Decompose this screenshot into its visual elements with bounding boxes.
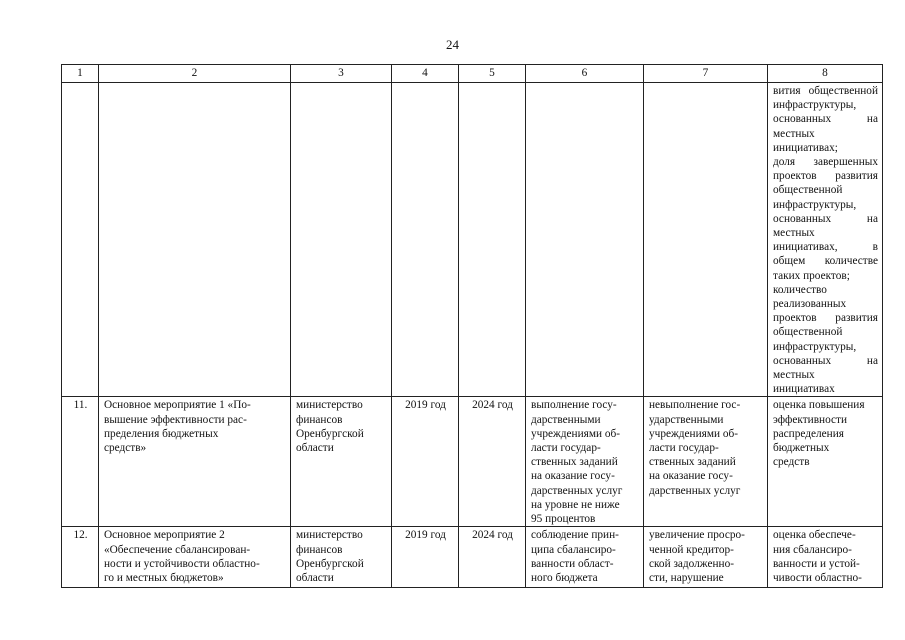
cont-indicator-para-3: количество реализованных проектов развития общественной инфраструктуры, основанных на местных инициативах [773,283,878,396]
cell-line: сти, нарушение [649,571,724,584]
cell-line: выполнение госу- [531,399,617,412]
cell-line: средств» [104,442,147,455]
header-col-1: 1 [62,65,99,83]
cell-line: ласти государ- [649,442,719,455]
cell-line: чивости областно- [773,571,862,584]
cell-line: оценка повышения [773,399,865,412]
cell-line: ской задолженно- [649,557,734,570]
cell-line: финансов [296,413,343,426]
header-col-5: 5 [459,65,526,83]
cell-line: учреждениями об- [649,427,739,440]
result-text [531,528,639,585]
executor-cell [291,397,392,527]
risk-text [649,528,763,585]
table-row-12 [62,527,883,588]
cell-line: области [296,442,334,455]
cell-line: ципа сбалансиро- [531,543,616,556]
executor-text [296,528,387,585]
risk-cell [644,527,768,588]
cell-line: ного бюджета [531,571,598,584]
program-measures-table [61,64,883,588]
cell-line: распределения [773,427,844,440]
measure-text [104,398,286,455]
cont-indicator-para-1: вития общественной инфраструктуры, основанных на местных инициативах; [773,85,878,154]
cell-line: бюджетных [773,442,830,455]
cell-line: на уровне не ниже [531,498,620,511]
end-year: 2024 год [459,527,526,588]
measure-text [104,528,286,585]
cont-indicator-para-2: доля завершенных проектов развития общественной инфраструктуры, основанных на местных инициативах, в общем количестве таких проектов; [773,156,878,282]
cell-line: финансов [296,543,343,556]
cell-line: дарственных услуг [649,484,741,497]
indicator-cell [768,397,883,527]
cell-line: ченной кредитор- [649,543,734,556]
cont-cell-7 [644,83,768,397]
cell-line: ственных заданий [531,456,618,469]
table-row-11 [62,397,883,527]
result-text [531,398,639,526]
cell-line: 95 процентов [531,513,596,526]
table-header-row [62,65,883,83]
header-col-6: 6 [526,65,644,83]
cell-line: невыполнение гос- [649,399,741,412]
header-col-7: 7 [644,65,768,83]
cell-line: средств [773,456,810,469]
cell-line: дарственных услуг [531,484,623,497]
cell-line: пределения бюджетных [104,427,219,440]
cell-line: ности и устойчивости областно- [104,557,260,570]
executor-text [296,398,387,455]
end-year: 2024 год [459,397,526,527]
cell-line: ния сбалансиро- [773,543,852,556]
risk-cell [644,397,768,527]
indicator-text [773,528,878,585]
header-col-3: 3 [291,65,392,83]
indicator-cell [768,527,883,588]
cell-line: области [296,571,334,584]
result-cell [526,527,644,588]
cell-line: на оказание госу- [531,470,615,483]
cell-line: на оказание госу- [649,470,733,483]
cell-line: ванности и устой- [773,557,860,570]
cell-line: увеличение просро- [649,529,745,542]
executor-cell [291,527,392,588]
cell-line: Оренбургской [296,557,364,570]
row-number: 12. [62,527,99,588]
cell-line: ственных заданий [649,456,736,469]
cell-line: Основное мероприятие 1 «По- [104,399,251,412]
cell-line: ванности област- [531,557,614,570]
cell-line: министерство [296,399,363,412]
cell-line: учреждениями об- [531,427,621,440]
table-row-continuation [62,83,883,397]
cell-line: ласти государ- [531,442,601,455]
cell-line: эффективности [773,413,847,426]
cont-cell-4 [392,83,459,397]
cont-cell-1 [62,83,99,397]
cont-cell-6 [526,83,644,397]
cont-cell-5 [459,83,526,397]
measure-cell [99,397,291,527]
cont-cell-3 [291,83,392,397]
cell-line: го и местных бюджетов» [104,571,224,584]
start-year: 2019 год [392,397,459,527]
cell-line: Оренбургской [296,427,364,440]
risk-text [649,398,763,497]
cell-line: министерство [296,529,363,542]
header-col-8: 8 [768,65,883,83]
cell-line: дарственными [531,413,601,426]
cell-line: оценка обеспече- [773,529,856,542]
cell-line: соблюдение прин- [531,529,619,542]
row-number: 11. [62,397,99,527]
cont-cell-2 [99,83,291,397]
header-col-4: 4 [392,65,459,83]
indicator-text [773,398,878,469]
result-cell [526,397,644,527]
cont-indicator-cell [768,83,883,397]
cell-line: ударственными [649,413,724,426]
cell-line: вышение эффективности рас- [104,413,247,426]
measure-cell [99,527,291,588]
header-col-2: 2 [99,65,291,83]
start-year: 2019 год [392,527,459,588]
cell-line: «Обеспечение сбалансирован- [104,543,251,556]
cell-line: Основное мероприятие 2 [104,529,225,542]
page-number: 24 [446,37,459,52]
